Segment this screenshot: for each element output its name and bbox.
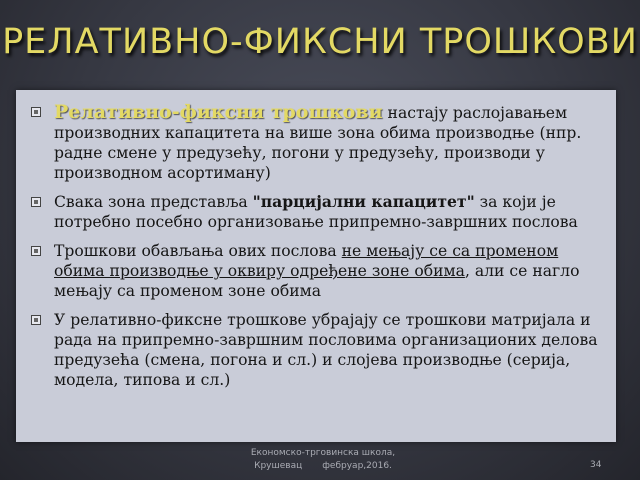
bullet-text: за који је потребно посебно организовање припремно-завршних послова: [54, 193, 578, 231]
square-bullet-icon: [31, 107, 41, 117]
content-area: [16, 90, 616, 442]
bullet-text: Свака зона представља: [54, 193, 253, 211]
footer-school: Економско-трговинска школа,: [250, 448, 396, 458]
slide-title: РЕЛАТИВНО-ФИКСНИ ТРОШКОВИ: [2, 22, 638, 62]
highlighted-term: Релативно-фиксни трошкови: [54, 101, 383, 123]
bold-term: "парцијални капацитет": [252, 192, 475, 211]
footer: [238, 447, 408, 473]
page-number: 34: [590, 460, 602, 470]
bullet-text: , али се нагло мењају са променом зоне обима: [54, 262, 580, 300]
bullet-text: У релативно-фиксне трошкове убрајају се трошкови матријала и рада на припремно-завршним пословима организационих делова предузећа (смена, погона и сл.) и слојева производње (серија, модела, типова и сл.): [54, 311, 598, 389]
bullet-text: настају раслојавањем производних капацитета на више зона обима производње (нпр. радне смене у предузећу, погони у предузећу, производи у производном асортиману): [54, 104, 582, 182]
bullet-item: [26, 310, 606, 390]
square-bullet-icon: [31, 246, 41, 256]
bullet-item: [26, 241, 606, 301]
square-bullet-icon: [31, 315, 41, 325]
square-bullet-icon: [31, 197, 41, 207]
bullet-list: [16, 90, 616, 390]
bullet-item: [26, 102, 606, 183]
bullet-text: Трошкови обављања ових послова: [54, 242, 342, 260]
footer-place-date: Крушевац фебруар,2016.: [254, 461, 392, 471]
bullet-item: [26, 192, 606, 232]
underlined-text: не мењају се са променом обима производње у оквиру одређене зоне обима: [54, 242, 559, 280]
